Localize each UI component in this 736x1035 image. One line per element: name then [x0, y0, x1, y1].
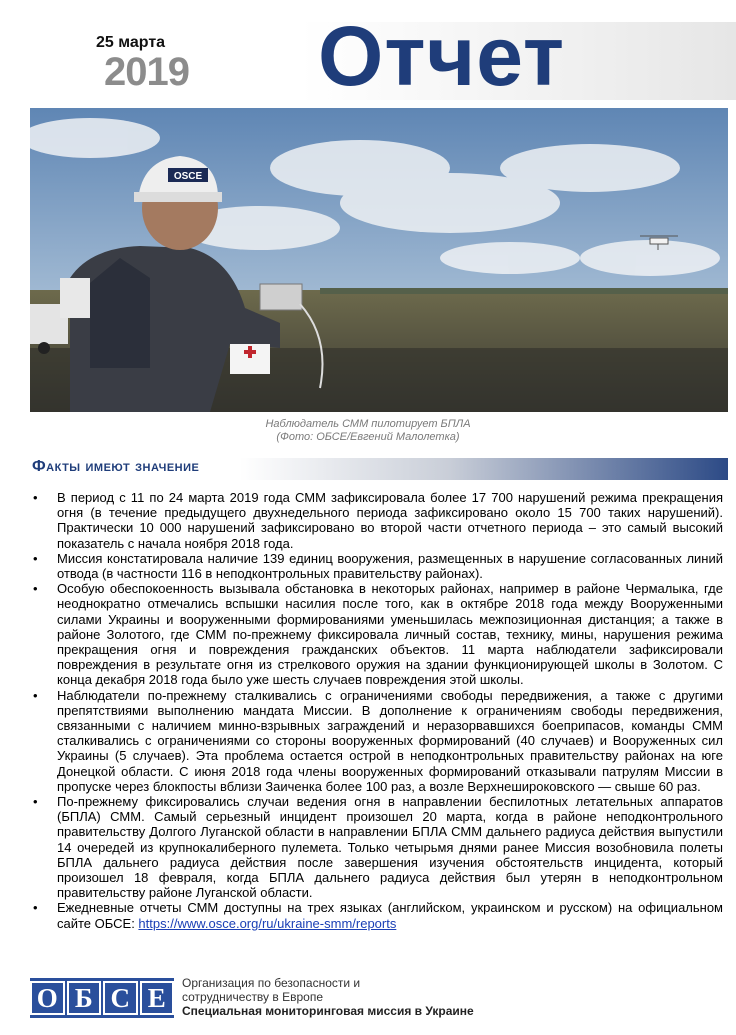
section-heading: Факты имеют значение — [32, 458, 200, 475]
logo-letter: Е — [140, 981, 175, 1015]
helmet-badge: OSCE — [173, 171, 203, 182]
fact-item-reports — [30, 900, 723, 930]
report-title: Отчет — [318, 9, 565, 103]
org-line3: Специальная мониторинговая миссия в Украине — [182, 1004, 474, 1018]
org-line2: сотрудничеству в Европе — [182, 990, 323, 1004]
report-date-day: 25 марта — [96, 34, 166, 51]
fact-item: • Наблюдатели по-прежнему сталкивались с ограничениями свободы передвижения, а также с другими препятствиями выполнению мандата Миссии. В дополнение к ограничениям свободы передвижения, связанными с наличием минно-взрывных заграждений и неразорвавшихся боеприпасов, команды СММ сталкивались с ограничениями со стороны вооруженных формирований (40 случаев) и Вооруженных сил Украины (5 случаев). Эта проблема остается острой в неподконтрольных правительству районах на юге Донецкой области. С июня 2018 года члены вооруженных формирований отказывали патрулям Миссии в пропуске через блокпосты вблизи Заиченка более 100 раз, а возле Верхнешироковского — свыше 60 раз. — [30, 688, 723, 794]
photo-caption-line2: (Фото: ОБСЕ/Евгений Малолетка) — [276, 431, 460, 443]
fact-item: • По-прежнему фиксировались случаи ведения огня в направлении беспилотных летательных аппаратов (БПЛА) СММ. Самый серьезный инцидент произошел 20 марта, когда в районе неподконтрольного правительству Долгого Луганской области в направлении БПЛА СММ дальнего радиуса действия выпустили 14 очередей из крупнокалиберного пулемета. Только четырьмя днями ранее Миссия возобновила полеты БПЛА дальнего радиуса действия после завершения изучения обстоятельств инцидента, который произошел 18 февраля, когда БПЛА дальнего радиуса действия был утерян в неподконтрольном правительству районе Луганской области. — [30, 794, 723, 900]
fact-item: • В период с 11 по 24 марта 2019 года СММ зафиксировала более 17 700 нарушений режима прекращения огня (в течение предыдущего двухнедельного периода зафиксировано около 15 700 таких нарушений). Практически 10 000 нарушений зафиксировано во второй части отчетного периода – это самый высокий показатель с начала ноября 2018 года. — [30, 490, 723, 551]
fact-item: • Особую обеспокоенность вызывала обстановка в некоторых районах, например в районе Чермалыка, где неоднократно отмечались вспышки насилия после того, как в октябре 2018 года между Вооруженными силами Украины и вооруженными формированиями уменьшилась межпозиционная дистанция; а также в районе Золотого, где СММ по-прежнему фиксировала личный состав, технику, мины, нарушения режима прекращения огня и повреждения гражданских объектов. 11 марта наблюдатели зафиксировали повреждения в результате огня из стрелкового оружия на здании функционирующей школы в Золотом. С конца декабря 2018 года было уже шесть случаев повреждения этой школы. — [30, 581, 723, 687]
facts-list — [30, 490, 723, 931]
logo-letter: Б — [67, 981, 102, 1015]
photo-caption — [0, 418, 736, 444]
fact-item: • Миссия констатировала наличие 139 единиц вооружения, размещенных в нарушение согласованных линий отвода (в частности 116 в неподконтрольных правительству районах). — [30, 551, 723, 581]
reports-text: Ежедневные отчеты СММ доступны на трех языках (английском, украинском и русском) на официальном сайте ОБСЕ: — [57, 900, 723, 931]
report-date-year: 2019 — [104, 50, 189, 94]
smm-drone-photo — [30, 108, 728, 412]
org-line1: Организация по безопасности и — [182, 976, 361, 990]
logo-letter: С — [103, 981, 138, 1015]
report-header — [0, 0, 736, 108]
organization-name — [182, 976, 474, 1018]
photo-caption-line1: Наблюдатель СММ пилотирует БПЛА — [265, 418, 471, 430]
reports-link[interactable]: https://www.osce.org/ru/ukraine-smm/reports — [138, 915, 397, 931]
osce-logo — [30, 978, 174, 1018]
logo-letter: О — [30, 981, 65, 1015]
